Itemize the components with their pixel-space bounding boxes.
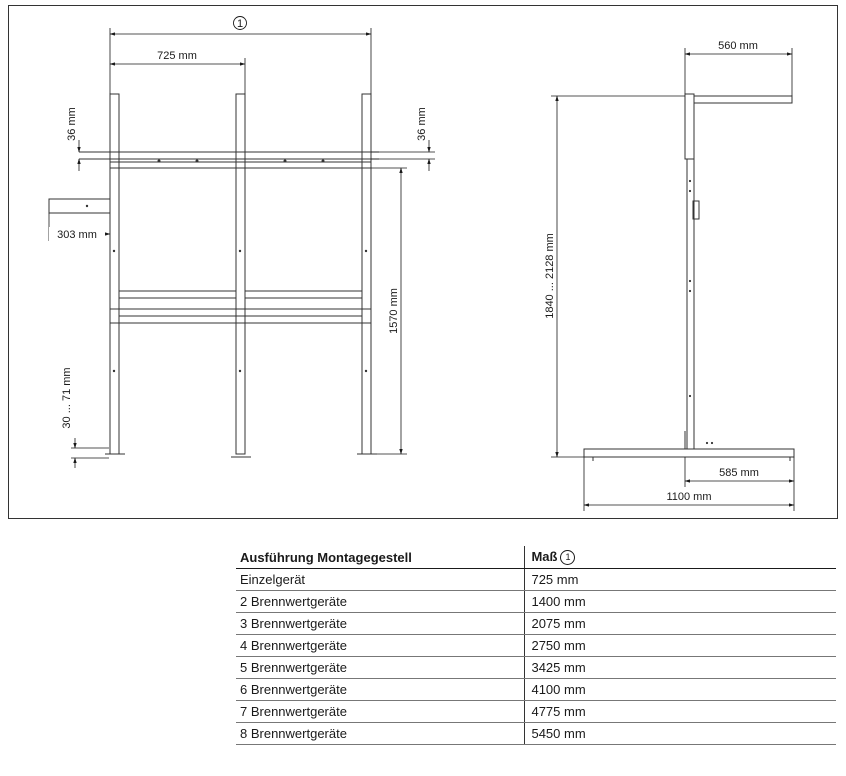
dim-top-left-label: 36 mm: [66, 107, 78, 141]
table-row: [236, 657, 836, 679]
dim-width-label: 725 mm: [157, 50, 197, 62]
table-row: [236, 613, 836, 635]
dim-foot-label: 30 ... 71 mm: [61, 367, 73, 429]
size-cell: 5450 mm: [525, 723, 836, 745]
variant-cell: 6 Brennwertgeräte: [236, 679, 525, 701]
side-view: [584, 94, 794, 461]
dim-arm-label: 560 mm: [718, 40, 758, 52]
size-cell: 3425 mm: [525, 657, 836, 679]
table-row: [236, 569, 836, 591]
variant-cell: 8 Brennwertgeräte: [236, 723, 525, 745]
variant-cell: 4 Brennwertgeräte: [236, 635, 525, 657]
variant-cell: 5 Brennwertgeräte: [236, 657, 525, 679]
drawing-canvas: [9, 6, 839, 520]
header-size-label: Maß: [531, 549, 558, 564]
side-foot: [584, 449, 794, 457]
variant-cell: 7 Brennwertgeräte: [236, 701, 525, 723]
width-marker: 1: [236, 18, 244, 30]
table-row: [236, 723, 836, 745]
front-view: [49, 94, 379, 457]
wall-bracket: [49, 199, 110, 213]
table-row: [236, 635, 836, 657]
table-row: [236, 679, 836, 701]
header-size: [525, 546, 836, 569]
dim-bracket-label: 303 mm: [57, 229, 97, 241]
size-cell: 2750 mm: [525, 635, 836, 657]
variant-cell: Einzelgerät: [236, 569, 525, 591]
middle-upright: [236, 94, 245, 454]
variant-cell: 2 Brennwertgeräte: [236, 591, 525, 613]
dim-top-right-label: 36 mm: [416, 107, 428, 141]
right-upright: [362, 94, 371, 454]
left-upright: [110, 94, 119, 454]
size-cell: 1400 mm: [525, 591, 836, 613]
dimension-table: [236, 546, 836, 745]
dim-height-label: 1570 mm: [388, 288, 400, 334]
dim-foot-length-label: 1100 mm: [666, 491, 712, 503]
dim-foot-half-label: 585 mm: [719, 467, 759, 479]
size-cell: 2075 mm: [525, 613, 836, 635]
header-variant: Ausführung Montagegestell: [236, 546, 525, 569]
table-header-row: [236, 546, 836, 569]
side-dimensions: [551, 48, 794, 511]
dim-total-height-label: 1840 ... 2128 mm: [544, 233, 556, 319]
technical-drawing: [8, 5, 838, 519]
size-cell: 725 mm: [525, 569, 836, 591]
table-row: [236, 701, 836, 723]
side-arm: [694, 96, 792, 103]
size-cell: 4775 mm: [525, 701, 836, 723]
header-marker: 1: [560, 550, 575, 565]
table-row: [236, 591, 836, 613]
variant-cell: 3 Brennwertgeräte: [236, 613, 525, 635]
size-cell: 4100 mm: [525, 679, 836, 701]
